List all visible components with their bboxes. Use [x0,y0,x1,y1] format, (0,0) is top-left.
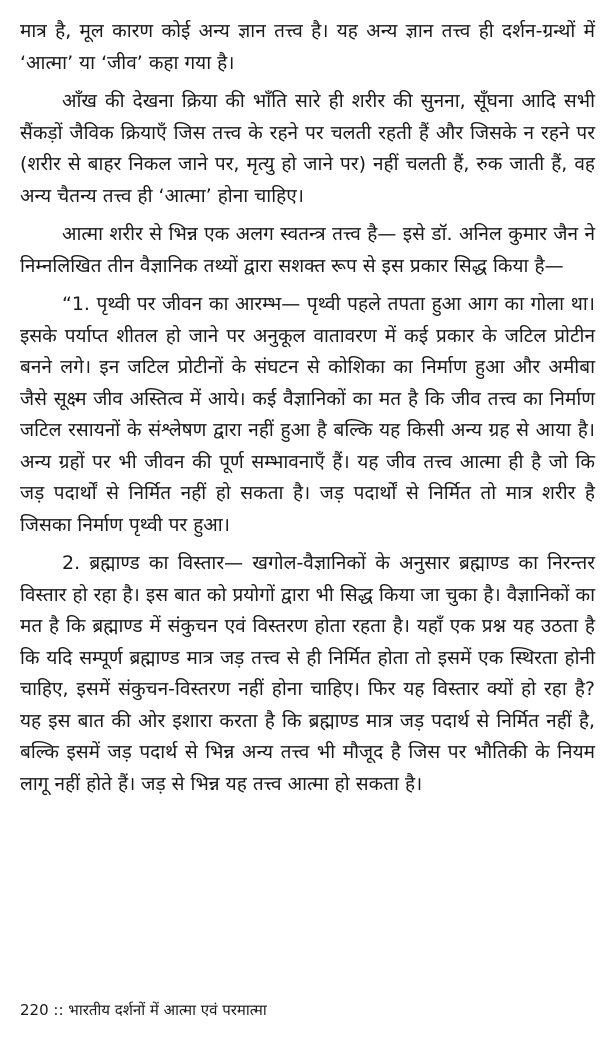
paragraph-point-2-universe-expansion: 2. ब्रह्माण्ड का विस्तार— खगोल-वैज्ञानिकों के अनुसार ब्रह्माण्ड का निरन्तर विस्तार हो रहा है। इस बात को प्रयोगों द्वारा भी सिद्ध किया जा चुका है। वैज्ञानिकों का मत है कि ब्रह्माण्ड में संकुचन एवं विस्तरण होता रहता है। यहाँ एक प्रश्न यह उठता है कि यदि सम्पूर्ण ब्रह्माण्ड मात्र जड़ तत्त्व से ही निर्मित होता तो इसमें एक स्थिरता होनी चाहिए, इसमें संकुचन-विस्तरण नहीं होना चाहिए। फिर यह विस्तार क्यों हो रहा है? यह इस बात की ओर इशारा करता है कि ब्रह्माण्ड मात्र जड़ पदार्थ से निर्मित नहीं है, बल्कि इसमें जड़ पदार्थ से भिन्न अन्य तत्त्व भी मौजूद है जिस पर भौतिकी के नियम लागू नहीं होते हैं। जड़ से भिन्न यह तत्त्व आत्मा हो सकता है। [20,552,595,795]
page-footer: 220 :: भारतीय दर्शनों में आत्मा एवं परमात्मा [20,1001,267,1019]
paragraph-soul-distinct: आत्मा शरीर से भिन्न एक अलग स्वतन्त्र तत्त्व है— इसे डॉ. अनिल कुमार जैन ने निम्नलिखित तीन वैज्ञानिक तथ्यों द्वारा सशक्त रूप से इस प्रकार सिद्ध किया है— [20,223,595,277]
page-body [20,16,595,807]
paragraph-point-1-life-on-earth: “1. पृथ्वी पर जीवन का आरम्भ— पृथ्वी पहले तपता हुआ आग का गोला था। इसके पर्याप्त शीतल हो जाने पर अनुकूल वातावरण में कई प्रकार के जटिल प्रोटीन बनने लगे। इन जटिल प्रोटीनों के संघटन से कोशिका का निर्माण हुआ और अमीबा जैसे सूक्ष्म जीव अस्तित्व में आये। कई वैज्ञानिकों का मत है कि जीव तत्त्व का निर्माण जटिल रसायनों के संश्लेषण द्वारा नहीं हुआ है बल्कि यह किसी अन्य ग्रह से आया है। अन्य ग्रहों पर भी जीवन की पूर्ण सम्भावनाएँ हैं। यह जीव तत्त्व आत्मा ही है जो कि जड़ पदार्थों से निर्मित नहीं हो सकता है। जड़ पदार्थों से निर्मित तो मात्र शरीर है जिसका निर्माण पृथ्वी पर हुआ। [20,293,595,536]
paragraph-eye-function: आँख की देखना क्रिया की भाँति सारे ही शरीर की सुनना, सूँघना आदि सभी सैंकड़ों जैविक क्रियाएँ जिस तत्त्व के रहने पर चलती रहती हैं और जिसके न रहने पर (शरीर से बाहर निकल जाने पर, मृत्यु हो जाने पर) नहीं चलती हैं, रुक जाती हैं, वह अन्य चैतन्य तत्त्व ही ‘आत्मा’ होना चाहिए। [20,90,595,207]
paragraph-continuation: मात्र है, मूल कारण कोई अन्य ज्ञान तत्त्व है। यह अन्य ज्ञान तत्त्व ही दर्शन-ग्रन्थों में ‘आत्मा’ या ‘जीव’ कहा गया है। [20,20,595,74]
